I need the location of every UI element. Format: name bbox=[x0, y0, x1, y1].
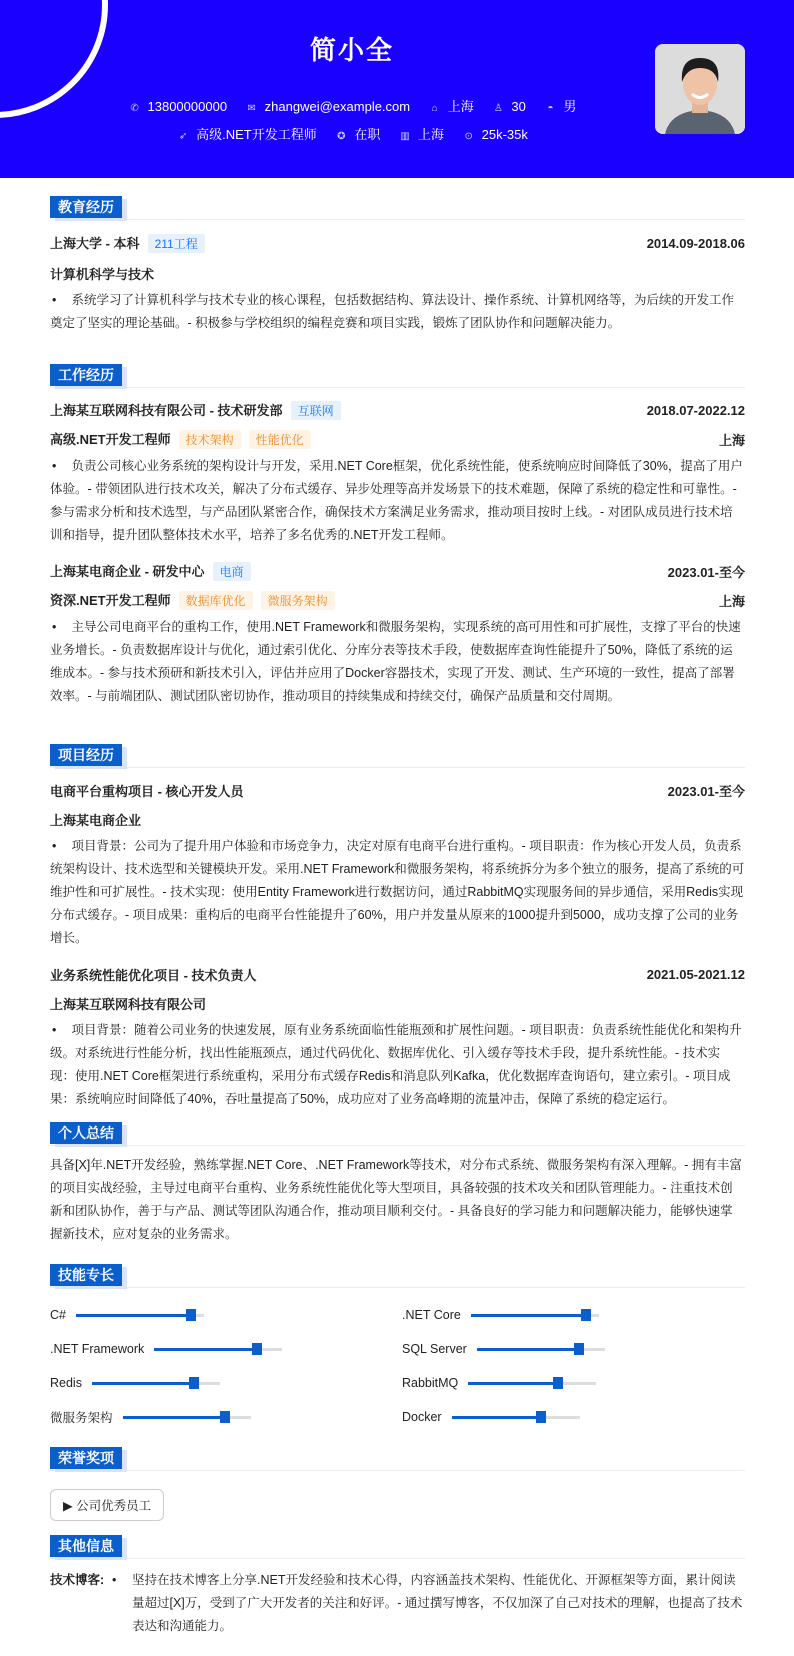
job-title: 高级.NET开发工程师 bbox=[196, 127, 317, 142]
date: 2014.09-2018.06 bbox=[646, 235, 745, 251]
location: 上海 bbox=[718, 432, 745, 448]
skill-slider[interactable] bbox=[76, 1314, 204, 1317]
slider-thumb[interactable] bbox=[186, 1309, 196, 1321]
skill-slider[interactable] bbox=[471, 1314, 599, 1317]
work-desc: 主导公司电商平台的重构工作，使用.NET Framework和微服务架构，实现系统的高可用性和可扩展性，支撑了平台的快速业务增长。- 负责数据库设计与优化，通过索引优化、分库分表等技术手段，使数据库查询性能提升了50%，降低了系统的运维成本。- 参与技术预研和新技术引入，评估并应用了Docker容器技术，实现了开发、测试、生产环境的一致性，提高了部署效率。- 与前端团队、测试团队密切协作，推动项目的持续集成和持续交付，确保产品质量和交付周期。 bbox=[50, 620, 741, 703]
skill-item bbox=[50, 1306, 402, 1324]
status-icon: ✪ bbox=[337, 131, 346, 142]
skill-fill bbox=[76, 1314, 191, 1317]
slider-thumb[interactable] bbox=[574, 1343, 584, 1355]
date: 2021.05-2021.12 bbox=[646, 966, 745, 982]
building-icon: ▥ bbox=[400, 131, 410, 142]
skill-name: Docker bbox=[402, 1410, 442, 1424]
skill-tag: 技术架构 bbox=[179, 430, 241, 449]
skill-fill bbox=[92, 1382, 194, 1385]
section-title: 荣誉奖项 bbox=[50, 1447, 122, 1469]
skill-item bbox=[50, 1374, 402, 1392]
skill-item bbox=[50, 1408, 402, 1426]
blog-text: 坚持在技术博客上分享.NET开发经验和技术心得，内容涵盖技术架构、性能优化、开源框架等方面，累计阅读量超过[X]万，受到了广大开发者的关注和好评。- 通过撰写博客，不仅加深了自己对技术的理解，也提高了技术表达和沟通能力。 bbox=[132, 1573, 743, 1633]
job-status: 在职 bbox=[354, 127, 381, 142]
award-item[interactable] bbox=[50, 1489, 164, 1521]
phone: 13800000000 bbox=[147, 99, 228, 114]
skills-section bbox=[50, 1264, 745, 1426]
summary-text: 具备[X]年.NET开发经验，熟练掌握.NET Core、.NET Framework等技术，对分布式系统、微服务架构有深入理解。- 拥有丰富的项目实战经验，主导过电商平台重构、业务系统性能优化等大型项目，具备较强的技术攻关和团队管理能力。- 注重技术创新和团队协作，善于与产品、测试等团队沟通合作，推动项目顺利交付。- 具备良好的学习能力和问题解决能力，能够快速掌握新技术，应对复杂的业务需求。 bbox=[50, 1158, 742, 1241]
slider-thumb[interactable] bbox=[252, 1343, 262, 1355]
skill-slider[interactable] bbox=[468, 1382, 596, 1385]
skill-name: C# bbox=[50, 1308, 66, 1322]
skill-fill bbox=[471, 1314, 586, 1317]
mail-icon: ✉ bbox=[247, 103, 256, 114]
slider-thumb[interactable] bbox=[189, 1377, 199, 1389]
skill-name: RabbitMQ bbox=[402, 1376, 459, 1390]
slider-thumb[interactable] bbox=[553, 1377, 563, 1389]
location: 上海 bbox=[718, 593, 745, 609]
skill-name: Redis bbox=[50, 1376, 82, 1390]
skill-slider[interactable] bbox=[452, 1416, 580, 1419]
skill-fill bbox=[477, 1348, 579, 1351]
project-desc: 项目背景：公司为了提升用户体验和市场竞争力，决定对原有电商平台进行重构。- 项目职责：作为核心开发人员，负责系统架构设计、技术选型和关键模块开发。采用.NET Framework和微服务架构，将系统拆分为多个独立的服务，提高了系统的可维护性和可扩展性。- 技术实现：使用Entity Framework进行数据访问，通过RabbitMQ实现服务间的异步通信，采用Redis实现分布式缓存。- 项目成果：重构后的电商平台性能提升了60%，用户并发量从原来的1000提升到5000，成功支撑了公司的业务增长。 bbox=[50, 839, 745, 945]
email: zhangwei@example.com bbox=[264, 99, 411, 114]
skill-name: 微服务架构 bbox=[50, 1411, 113, 1425]
section-title: 其他信息 bbox=[50, 1535, 122, 1557]
skill-tag: 数据库优化 bbox=[179, 591, 253, 610]
role: 资深.NET开发工程师 bbox=[50, 593, 171, 608]
section-title: 技能专长 bbox=[50, 1264, 122, 1286]
skill-name: .NET Core bbox=[402, 1308, 461, 1322]
skill-tag: 性能优化 bbox=[249, 430, 311, 449]
skill-item bbox=[50, 1340, 402, 1358]
city: 上海 bbox=[418, 127, 445, 142]
skill-name: .NET Framework bbox=[50, 1342, 145, 1356]
award-label: 公司优秀员工 bbox=[76, 1499, 152, 1513]
school-tag: 211工程 bbox=[148, 234, 205, 253]
skill-item bbox=[402, 1306, 745, 1324]
skill-fill bbox=[468, 1382, 558, 1385]
skill-slider[interactable] bbox=[123, 1416, 251, 1419]
home-icon: ⌂ bbox=[431, 103, 438, 114]
slider-thumb[interactable] bbox=[220, 1411, 230, 1423]
summary-section bbox=[50, 1122, 745, 1246]
project-desc: 项目背景：随着公司业务的快速发展，原有业务系统面临性能瓶颈和扩展性问题。- 项目职责：负责系统性能优化和架构升级。对系统进行性能分析，找出性能瓶颈点，通过代码优化、数据库优化、引入缓存等技术手段，提升系统性能。- 技术实现：使用.NET Core框架进行系统重构，采用分布式缓存Redis和消息队列Kafka，优化数据库查询语句，建立索引。- 项目成果：系统响应时间降低了40%，吞吐量提高了50%，成功应对了业务高峰期的流量冲击，保障了系统的稳定运行。 bbox=[50, 1023, 742, 1106]
resume-header bbox=[0, 0, 794, 178]
skill-slider[interactable] bbox=[477, 1348, 605, 1351]
work-desc: 负责公司核心业务系统的架构设计与开发，采用.NET Core框架，优化系统性能，使系统响应时间降低了30%，提高了用户体验。- 带领团队进行技术攻关，解决了分布式缓存、异步处理等高并发场景下的技术难题，保障了系统的稳定性和可靠性。- 参与需求分析和技术选型，与产品团队紧密合作，确保技术方案满足业务需求，推动项目按时上线。- 对团队成员进行技术培训和指导，提升团队整体技术水平，培养了多名优秀的.NET开发工程师。 bbox=[50, 459, 743, 542]
school: 上海大学 - 本科 bbox=[50, 236, 140, 251]
project-company: 上海某互联网科技有限公司 bbox=[50, 996, 207, 1012]
skill-slider[interactable] bbox=[154, 1348, 282, 1351]
skill-slider[interactable] bbox=[92, 1382, 220, 1385]
blog-label: 技术博客: bbox=[50, 1573, 105, 1587]
industry-tag: 电商 bbox=[213, 562, 251, 581]
candidate-name: 简小全 bbox=[309, 35, 394, 65]
work-section: 工作经历 上海某互联网科技有限公司 - 技术研发部 互联网 2018.07-2022.12 高级.NET开发工程师 技术架构 性能优化 上海 • 负责公司核心业务系统的架构设计与开发，采用.NET Core框架，优化系统性能，使系统响应时间降低了30%，提高了用户体验。- 带领团队进行技术攻关，解决了分布式缓存、异步处理等高并发场景下的技术难题，保障了系统的稳定性和可靠性。- 参与需求分析和技术选型，与产品团队紧密合作，确保技术方案满足业务需求，推动项目按时上线。- 对团队成员进行技术培训和指导，提升团队整体技术水平，培养了多名优秀的.NET开发工程师。 上海某电商企业 - 研发中心 电商 2023.01-至今 资深.NET开发工程师 数据库优化 微服务架构 上海 • 主导公司电商平台的重构工作，使用.NET Framework和微服务架构，实现系统的高可用性和可扩展性，支撑了平台的快速业务增长。- 负责数据库设计与优化，通过索引优化、分库分表等技术手段，使数据库查询性能提升了50%，降低了系统的运维成本。- 参与技术预研和新技术引入，评估并应用了Docker容器技术，实现了开发、测试、生产环境的一致性，提高了部署效率。- 与前端团队、测试团队密切协作，推动项目的持续集成和持续交付，确保产品质量和交付周期。 bbox=[50, 364, 745, 708]
avatar-photo bbox=[655, 44, 745, 134]
date: 2023.01-至今 bbox=[667, 564, 745, 580]
company: 上海某互联网科技有限公司 - 技术研发部 bbox=[50, 403, 283, 418]
skill-item bbox=[402, 1374, 745, 1392]
section-title: 教育经历 bbox=[50, 196, 122, 218]
project-name: 业务系统性能优化项目 - 技术负责人 bbox=[50, 967, 257, 983]
industry-tag: 互联网 bbox=[291, 401, 341, 420]
skill-item bbox=[402, 1408, 745, 1426]
skill-fill bbox=[452, 1416, 542, 1419]
major: 计算机科学与技术 bbox=[50, 266, 155, 282]
skill-fill bbox=[123, 1416, 225, 1419]
education-desc: 系统学习了计算机科学与技术专业的核心课程，包括数据结构、算法设计、操作系统、计算机网络等，为后续的开发工作奠定了坚实的理论基础。- 积极参与学校组织的编程竞赛和项目实践，锻炼了团队协作和问题解决能力。 bbox=[50, 293, 734, 330]
role: 高级.NET开发工程师 bbox=[50, 432, 171, 447]
awards-section bbox=[50, 1447, 745, 1521]
date: 2023.01-至今 bbox=[667, 783, 745, 799]
education-section: 教育经历 上海大学 - 本科 211工程 2014.09-2018.06 计算机科学与技术 • 系统学习了计算机科学与技术专业的核心课程，包括数据结构、算法设计、操作系统、计算机网络等，为后续的开发工作奠定了坚实的理论基础。- 积极参与学校组织的编程竞赛和项目实践，锻炼了团队协作和问题解决能力。 bbox=[50, 196, 745, 335]
age: 30 bbox=[511, 99, 526, 114]
date: 2018.07-2022.12 bbox=[646, 402, 745, 418]
skill-name: SQL Server bbox=[402, 1342, 467, 1356]
company: 上海某电商企业 - 研发中心 bbox=[50, 564, 205, 579]
section-title: 项目经历 bbox=[50, 744, 122, 766]
location: 上海 bbox=[447, 99, 474, 114]
section-title: 工作经历 bbox=[50, 364, 122, 386]
skill-fill bbox=[154, 1348, 256, 1351]
section-title: 个人总结 bbox=[50, 1122, 122, 1144]
project-company: 上海某电商企业 bbox=[50, 812, 142, 828]
send-icon: ➶ bbox=[178, 131, 188, 142]
gender-icon: ◓ bbox=[547, 103, 554, 114]
skill-item bbox=[402, 1340, 745, 1358]
skill-tag: 微服务架构 bbox=[261, 591, 335, 610]
slider-thumb[interactable] bbox=[536, 1411, 546, 1423]
triangle-right-icon: ▶ bbox=[63, 1499, 73, 1513]
salary-icon: ⊙ bbox=[464, 131, 473, 142]
gender: 男 bbox=[563, 99, 577, 114]
cake-icon: ♙ bbox=[493, 103, 503, 114]
other-section: 其他信息 技术博客: • 坚持在技术博客上分享.NET开发经验和技术心得，内容涵盖技术架构、性能优化、开源框架等方面，累计阅读量超过[X]万，受到了广大开发者的关注和好评。- 通过撰写博客，不仅加深了自己对技术的理解，也提高了技术表达和沟通能力。 bbox=[50, 1535, 745, 1638]
slider-thumb[interactable] bbox=[581, 1309, 591, 1321]
project-name: 电商平台重构项目 - 核心开发人员 bbox=[50, 783, 244, 799]
salary: 25k-35k bbox=[481, 127, 528, 142]
projects-section: 项目经历 电商平台重构项目 - 核心开发人员 2023.01-至今 上海某电商企业 • 项目背景：公司为了提升用户体验和市场竞争力，决定对原有电商平台进行重构。- 项目职责：作为核心开发人员，负责系统架构设计、技术选型和关键模块开发。采用.NET Framework和微服务架构，将系统拆分为多个独立的服务，提高了系统的可维护性和可扩展性。- 技术实现：使用Entity Framework进行数据访问，通过RabbitMQ实现服务间的异步通信，采用Redis实现分布式缓存。- 项目成果：重构后的电商平台性能提升了60%，用户并发量从原来的1000提升到5000，成功支撑了公司的业务增长。 业务系统性能优化项目 - 技术负责人 2021.05-2021.12 上海某互联网科技有限公司 • 项目背景：随着公司业务的快速发展，原有业务系统面临性能瓶颈和扩展性问题。- 项目职责：负责系统性能优化和架构升级。对系统进行性能分析，找出性能瓶颈点，通过代码优化、数据库优化、引入缓存等技术手段，提升系统性能。- 技术实现：使用.NET Core框架进行系统重构，采用分布式缓存Redis和消息队列Kafka，优化数据库查询语句，建立索引。- 项目成果：系统响应时间降低了40%，吞吐量提高了50%，成功应对了业务高峰期的流量冲击，保障了系统的稳定运行。 bbox=[50, 744, 745, 1111]
phone-icon: ✆ bbox=[130, 103, 139, 114]
